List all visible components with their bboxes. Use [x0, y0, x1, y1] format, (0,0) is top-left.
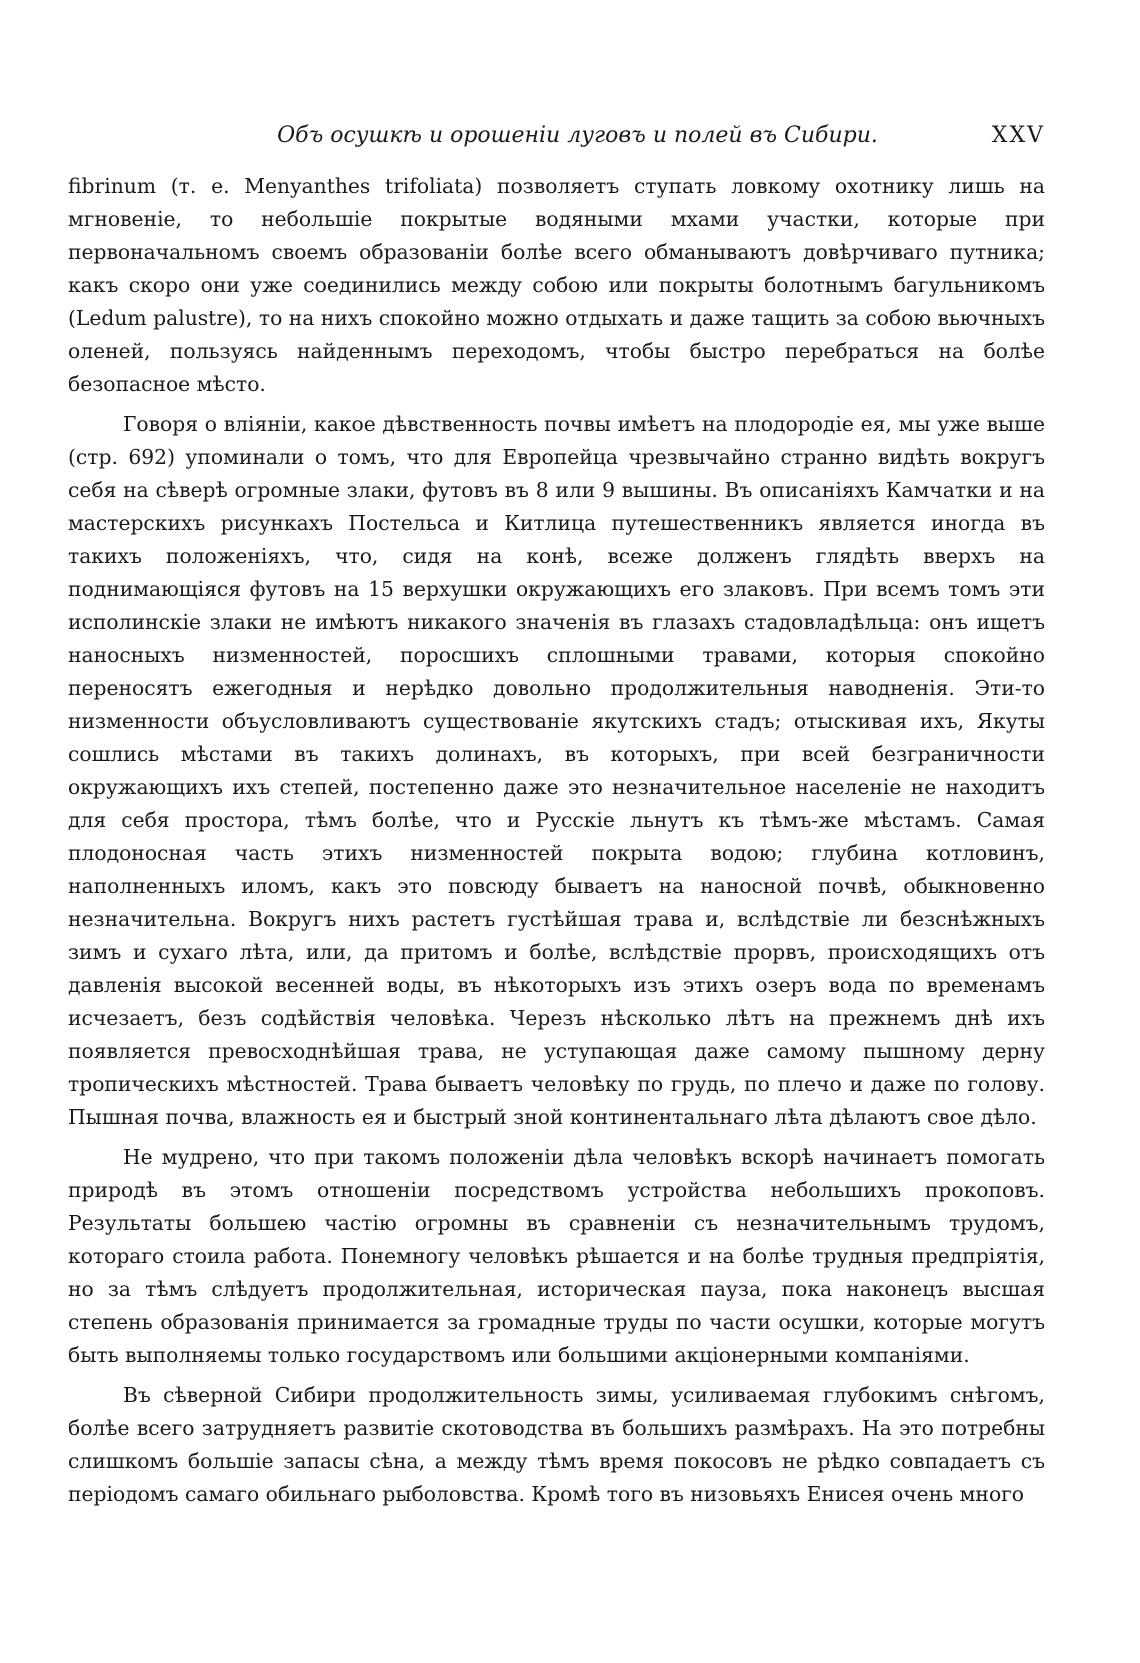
page-header	[70, 123, 1045, 155]
running-title: Объ осушкѣ и орошеніи луговъ и полей въ Сибири.	[277, 123, 878, 148]
paragraph: Не мудрено, что при такомъ положеніи дѣла человѣкъ вскорѣ начинаетъ помогать природѣ въ этомъ отношеніи посредствомъ устройства небольшихъ прокоповъ. Результаты большею частію огромны въ сравненіи съ незначительнымъ трудомъ, котораго стоила работа. Понемногу человѣкъ рѣшается и на болѣе трудныя предпріятія, но за тѣмъ слѣдуетъ продолжительная, историческая пауза, пока наконецъ высшая степень образованія принимается за громадные труды по части осушки, которые могутъ быть выполняемы только государствомъ или большими акціонерными компаніями.	[68, 1145, 1045, 1367]
body-text	[68, 170, 1045, 1518]
page-number: XXV	[991, 123, 1045, 148]
paragraph: Въ сѣверной Сибири продолжительность зимы, усиливаемая глубокимъ снѣгомъ, болѣе всего затрудняетъ развитіе скотоводства въ большихъ размѣрахъ. На это потребны слишкомъ большіе запасы сѣна, а между тѣмъ время покосовъ не рѣдко совпадаетъ съ періодомъ самаго обильнаго рыболовства. Кромѣ того въ низовьяхъ Енисея очень много	[68, 1383, 1045, 1506]
paragraph: Говоря о вліяніи, какое дѣвственность почвы имѣетъ на плодородіе ея, мы уже выше (стр. 692) упоминали о томъ, что для Европейца чрезвычайно странно видѣть вокругъ себя на сѣверѣ огромные злаки, футовъ въ 8 или 9 вышины. Въ описаніяхъ Камчатки и на мастерскихъ рисункахъ Постельса и Китлица путешественникъ является иногда въ такихъ положеніяхъ, что, сидя на конѣ, всеже долженъ глядѣть вверхъ на поднимающіяся футовъ на 15 верхушки окружающихъ его злаковъ. При всемъ томъ эти исполинскіе злаки не имѣютъ никакого значенія въ глазахъ стадовладѣльца: онъ ищетъ наносныхъ низменностей, поросшихъ сплошными травами, которыя спокойно переносятъ ежегодныя и нерѣдко довольно продолжительныя наводненія. Эти-то низменности объусловливаютъ существованіе якутскихъ стадъ; отыскивая ихъ, Якуты сошлись мѣстами въ такихъ долинахъ, въ которыхъ, при всей безграничности окружающихъ ихъ степей, постепенно даже это незначительное населеніе не находитъ для себя простора, тѣмъ болѣе, что и Русскіе льнутъ къ тѣмъ-же мѣстамъ. Самая плодоносная часть этихъ низменностей покрыта водою; глубина котловинъ, наполненныхъ иломъ, какъ это повсюду бываетъ на наносной почвѣ, обыкновенно незначительна. Вокругъ нихъ растетъ густѣйшая трава и, вслѣдствіе ли безснѣжныхъ зимъ и сухаго лѣта, или, да притомъ и болѣе, вслѣдствіе прорвъ, происходящихъ отъ давленія высокой весенней воды, въ нѣкоторыхъ изъ этихъ озеръ вода по временамъ исчезаетъ, безъ содѣйствія человѣка. Черезъ нѣсколько лѣтъ на прежнемъ днѣ ихъ появляется превосходнѣйшая трава, не уступающая даже самому пышному дерну тропическихъ мѣстностей. Трава бываетъ человѣку по грудь, по плечо и даже по голову. Пышная почва, влажность ея и быстрый зной континентальнаго лѣта дѣлаютъ свое дѣло.	[68, 412, 1045, 1129]
paragraph-continued: fibrinum (т. е. Menyanthes trifoliata) позволяетъ ступать ловкому охотнику лишь на мгновеніе, то небольшіе покрытые водяными мхами участки, которые при первоначальномъ своемъ образованіи болѣе всего обманываютъ довѣрчиваго путника; какъ скоро они уже соединились между собою или покрыты болотнымъ багульникомъ (Ledum palustre), то на нихъ спокойно можно отдыхать и даже тащить за собою вьючныхъ оленей, пользуясь найденнымъ переходомъ, чтобы быстро перебраться на болѣе безопасное мѣсто.	[68, 174, 1045, 396]
